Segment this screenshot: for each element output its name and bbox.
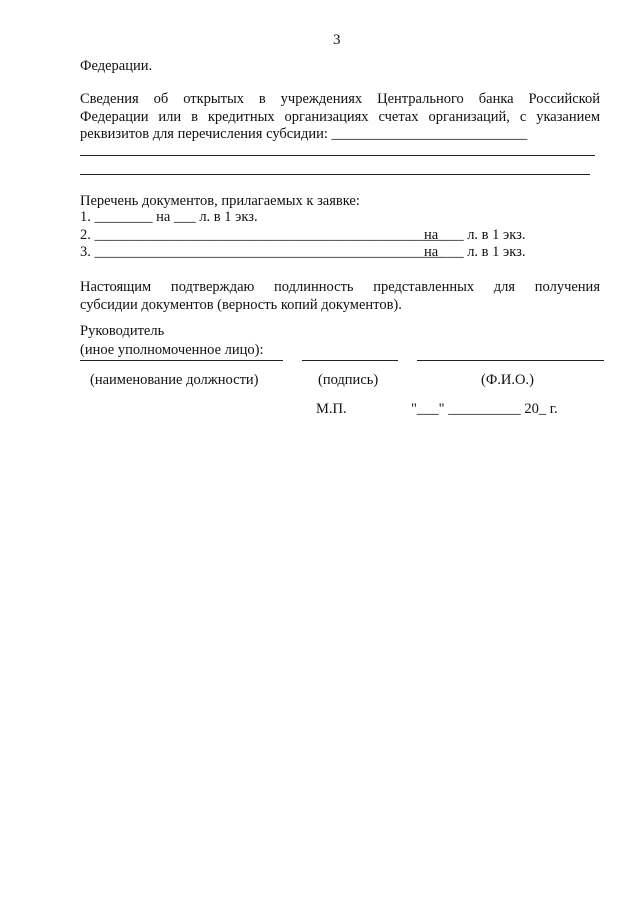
documents-item-3: 3. ________________________________________________ — [80, 244, 443, 260]
position-line — [80, 360, 283, 361]
documents-item-2: 2. ________________________________________________ — [80, 227, 443, 243]
documents-heading: Перечень документов, прилагаемых к заявке: — [80, 193, 360, 209]
bank-info-line-2: Федерации или в кредитных организациях счетах организаций, с указанием — [80, 109, 600, 125]
bank-info-line-3: реквизитов для перечисления субсидии: ___________________________ — [80, 126, 528, 142]
page-number: 3 — [333, 32, 341, 48]
fio-line — [417, 360, 604, 361]
confirmation-line-1: Настоящим подтверждаю подлинность представленных для получения — [80, 279, 600, 295]
documents-item-2-pages: на ___ л. в 1 экз. — [424, 227, 526, 243]
head-sublabel: (иное уполномоченное лицо): — [80, 342, 264, 358]
date-field: "___" __________ 20_ г. — [411, 401, 558, 417]
position-caption: (наименование должности) — [90, 372, 259, 388]
fio-caption: (Ф.И.О.) — [481, 372, 534, 388]
signature-caption: (подпись) — [318, 372, 379, 388]
stamp-label: М.П. — [316, 401, 347, 417]
continuation-text: Федерации. — [80, 58, 153, 74]
confirmation-line-2: субсидии документов (верность копий документов). — [80, 297, 402, 313]
documents-item-3-pages: на ___ л. в 1 экз. — [424, 244, 526, 260]
head-label: Руководитель — [80, 323, 165, 339]
signature-line — [302, 360, 398, 361]
bank-info-line-1: Сведения об открытых в учреждениях Центрального банка Российской — [80, 91, 600, 107]
blank-line-1 — [80, 155, 595, 156]
documents-item-1: 1. ________ на ___ л. в 1 экз. — [80, 209, 258, 225]
blank-line-2 — [80, 174, 590, 175]
